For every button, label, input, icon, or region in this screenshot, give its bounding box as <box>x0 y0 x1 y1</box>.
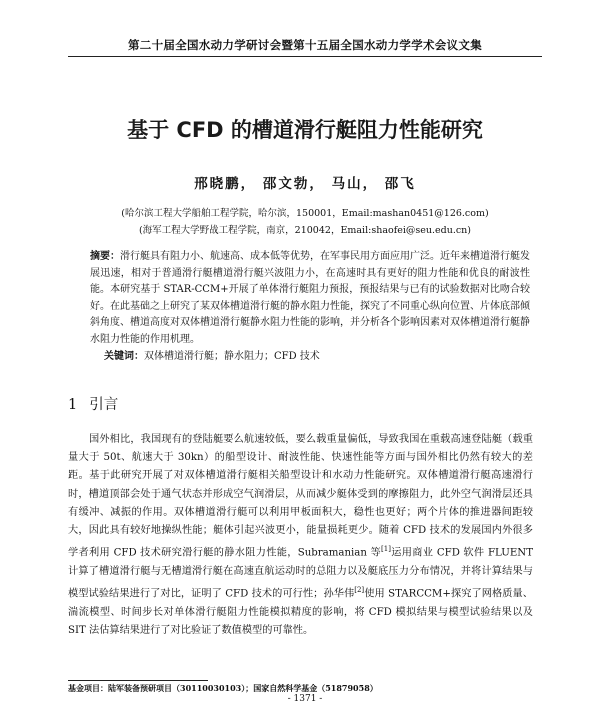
footnote-rule <box>68 680 208 681</box>
body-paragraph <box>68 431 533 640</box>
paper-title: 基于 CFD 的槽道滑行艇阻力性能研究 <box>127 118 483 142</box>
section-number: 1 <box>68 397 78 413</box>
abstract <box>90 249 530 349</box>
abstract-text: 滑行艇具有阻力小、航速高、成本低等优势，在军事民用方面应用广泛。近年来槽道滑行艇发展迅速，相对于普通滑行艇槽道滑行艇兴波阻力小，在高速时具有更好的阻力性能和优良的耐波性能。本研究基于 STAR-CCM+开展了单体滑行艇阻力预报，预报结果与已有的试验数据对比吻合较好。在此基础之上研究了某双体槽道滑行艇的静水阻力性能，探究了不同重心纵向位置、片体底部倾斜角度、槽道高度对双体槽道滑行艇静水阻力性能的影响，并分析各个影响因素对双体槽道滑行艇静水阻力性能的作用机理。 <box>90 251 530 345</box>
section-heading <box>68 393 118 414</box>
abstract-label: 摘要： <box>90 251 120 262</box>
paper-authors: 邢晓鹏， 邵文勃， 马山， 邵飞 <box>194 176 416 192</box>
body-text-part-2: 运用商业 CFD 软件 FLUENT 计算了槽道滑行艇与无槽道滑行艇在高速直航运动时的总阻力以及艇底压力分布情况，并将计算结果与模型试验结果进行了对比，证明了 CFD 技术的可行性；孙华伟 <box>68 547 533 600</box>
citation-1: [1] <box>381 545 391 554</box>
body-text-part-3: 使用 STARCCM+探究了网格质量、湍流模型、时间步长对单体滑行艇阻力性能模拟精度的影响，将 CFD 模拟结果与模型试验结果以及 SIT 法估算结果进行了对比验证了数值模型的可靠性。 <box>68 588 533 636</box>
header-rule <box>68 56 542 57</box>
running-header: 第二十届全国水动力学研讨会暨第十五届全国水动力学学术会议文集 <box>128 38 482 52</box>
keywords-label: 关键词： <box>104 351 144 362</box>
page-number: - 1371 - <box>287 694 323 704</box>
affiliation-1: (哈尔滨工程大学船舶工程学院，哈尔滨，150001，Email:mashan0451@126.com) <box>121 208 489 219</box>
keywords <box>104 347 534 362</box>
citation-2: [2] <box>354 586 365 595</box>
body-text-part-1: 国外相比，我国现有的登陆艇要么航速较低，要么载重量偏低，导致我国在重载高速登陆艇（载重量大于 50t、航速大于 30kn）的船型设计、耐波性能、快速性能等方面与国外相比仍然有较大的差距。基于此研究开展了对双体槽道滑行艇相关船型设计和水动力性能研究。双体槽道滑行艇高速滑行时，槽道顶部会处于通气状态并形成空气润滑层，从而减少艇体受到的摩擦阻力，此外空气润滑层还具有缓冲、减振的作用。双体槽道滑行艇可以利用甲板面积大，稳性也更好；两个片体的推进器间距较大，因此具有较好地操纵性能；艇体引起兴波更小，能量损耗更少。随着 CFD 技术的发展国内外很多学者利用 CFD 技术研究滑行艇的静水阻力性能，Subramanian 等 <box>68 434 533 559</box>
section-title: 引言 <box>89 397 119 413</box>
affiliation-2: (海军工程大学野战工程学院，南京，210042，Email:shaofei@seu.edu.cn) <box>138 225 472 236</box>
keywords-text: 双体槽道滑行艇；静水阻力；CFD 技术 <box>144 351 320 362</box>
funding-footnote: 基金项目：陆军装备预研项目（30110030103）；国家自然科学基金（51879058） <box>68 683 378 693</box>
